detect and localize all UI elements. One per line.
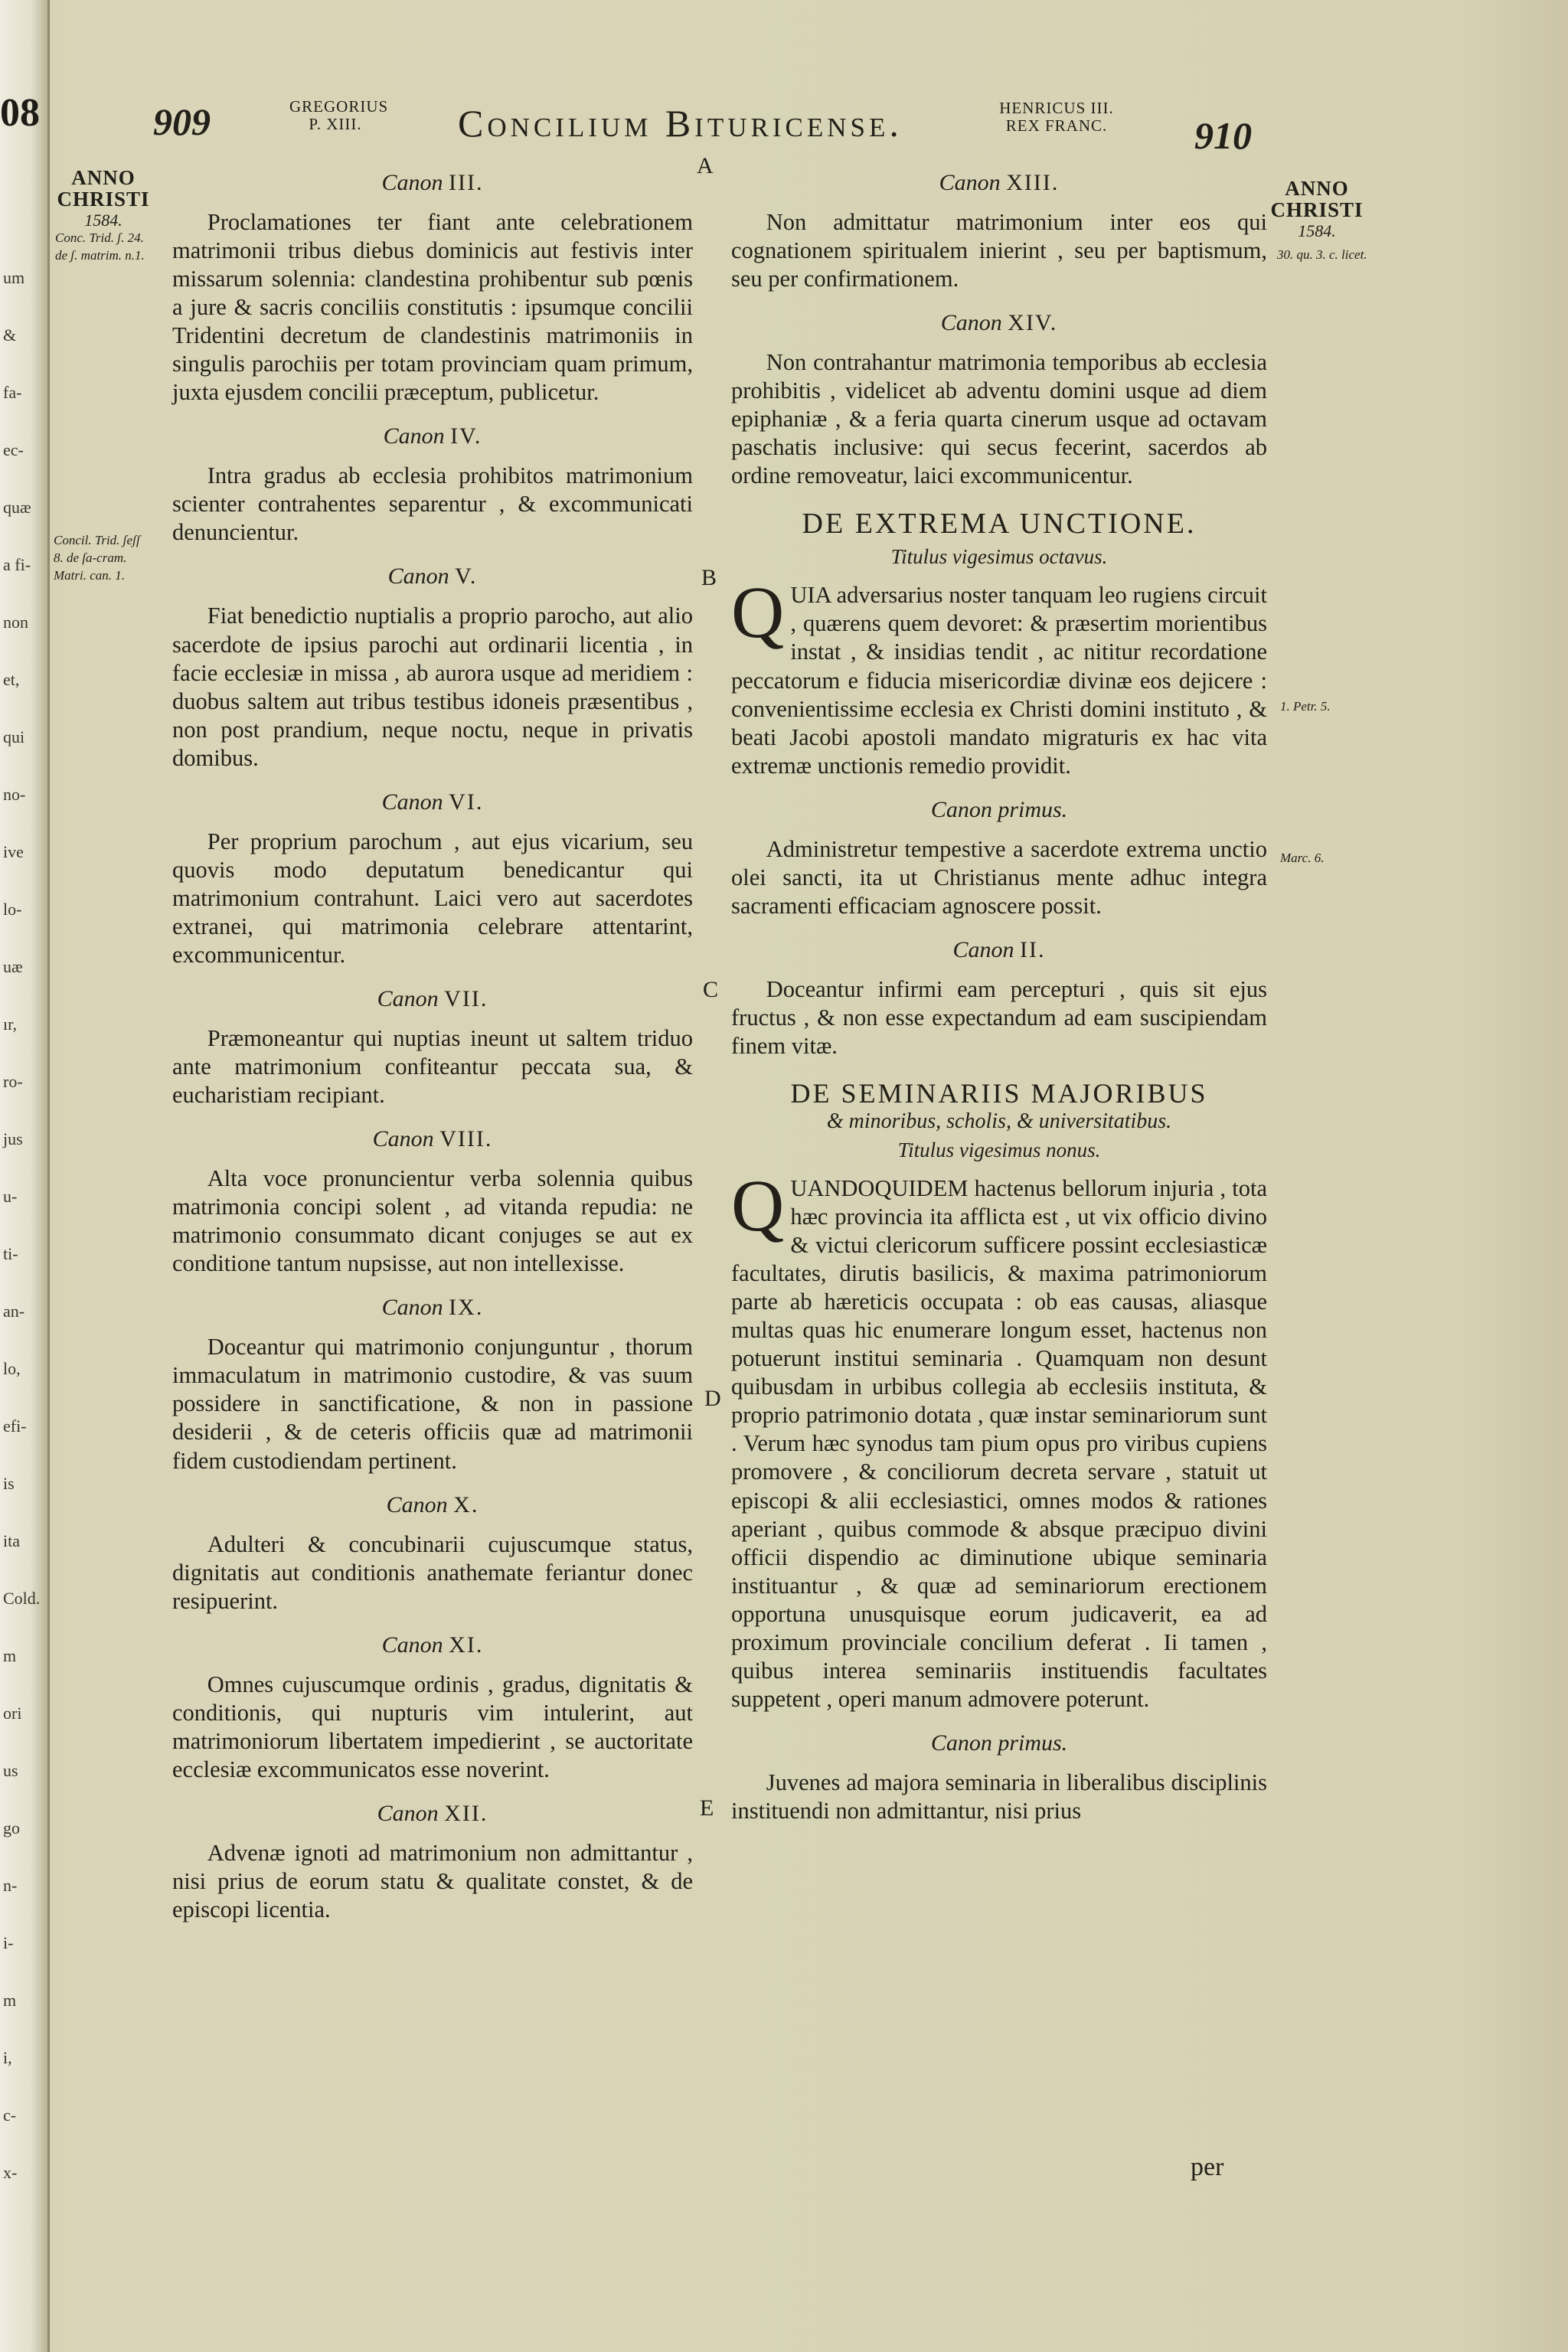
marginal-note-right-3: Marc. 6. [1280, 851, 1325, 865]
section-letter-b: B [701, 565, 717, 590]
spine-text-fragment: n- [3, 1876, 18, 1895]
spine-text-fragment: a fi- [3, 555, 31, 574]
section-title-seminaries: DE SEMINARIIS MAJORIBUS [790, 1077, 1208, 1109]
marginal-note-right-2: 1. Petr. 5. [1280, 699, 1331, 714]
canon-heading: Canon X. [386, 1491, 479, 1517]
spine-text-fragment: quæ [3, 498, 31, 517]
titulus: Titulus vigesimus octavus. [890, 545, 1108, 569]
spine-text-fragment: ti- [3, 1244, 18, 1263]
section-letter-a: A [697, 153, 714, 178]
canon-heading: Canon XIV. [940, 310, 1058, 336]
canon-heading: Canon XIII. [939, 170, 1060, 195]
spine-text-fragment: ori [3, 1704, 22, 1723]
canon-heading: Canon VII. [377, 985, 488, 1011]
canon-text: Advenæ ignoti ad matrimonium non admittantur , nisi prius de eorum statu & qualitate constet, & de episcopi licentia. [172, 1839, 693, 1922]
right-margin [1263, 178, 1370, 241]
canon-heading: Canon II. [952, 936, 1046, 962]
canon-text: Juvenes ad majora seminaria in liberalibus disciplinis instituendi non admittantur, nisi prius [731, 1769, 1267, 1824]
canon-heading: Canon VI. [381, 789, 484, 815]
page-number-left: 909 [153, 100, 211, 143]
header-pope: GREGORIUS P. XIII. [289, 97, 389, 134]
spine-text-fragment: is [3, 1474, 15, 1493]
canon-text: Non admittatur matrimonium inter eos qui cognationem spiritualem inierint , seu per baptismum, seu per confirmationem. [731, 209, 1267, 292]
anno-christi-left: ANNO CHRISTI [57, 166, 150, 211]
page-title: Concilium Bituricense. [458, 102, 903, 145]
spine-text-fragment: i- [3, 1933, 14, 1952]
previous-page-edge [0, 0, 50, 2352]
anno-year-right: 1584. [1298, 220, 1336, 240]
canon-heading: Canon IV. [383, 423, 482, 449]
canon-heading: Canon primus. [930, 796, 1068, 822]
canon-heading: Canon XI. [381, 1632, 484, 1658]
spine-text-fragment: lo- [3, 900, 22, 919]
canon-text: Doceantur qui matrimonio conjunguntur , thorum immaculatum in matrimonio custodire, & vas suum possidere in sanctificatione, & non in passione desiderii , & de ceteris officiis quæ ad matrimonii fidem custodiendam pertinent. [172, 1334, 693, 1474]
canon-text: Per proprium parochum , aut ejus vicarium, seu quovis modo deputatum benedicantur qui matrimonium contrahunt. Laici vero aut sacerdotes extranei, qui matrimonia celebrare attentarint, excommunicentur. [172, 828, 693, 968]
section-subtitle: & minoribus, scholis, & universitatibus. [826, 1109, 1172, 1133]
marginal-note-left-2: Concil. Trid. ʃeʃſ 8. de ſa-cram. Matri. can. 1. [54, 533, 140, 583]
anno-christi-right: ANNO CHRISTI [1270, 177, 1364, 222]
spine-text-fragment: Cold. [3, 1589, 41, 1608]
titulus: Titulus vigesimus nonus. [897, 1138, 1101, 1161]
spine-text-fragment: u- [3, 1187, 18, 1206]
right-column [731, 170, 1267, 1842]
spine-text-fragment: uæ [3, 957, 23, 976]
canon-text: Administretur tempestive a sacerdote extrema unctio olei sancti, ita ut Christianus mente adhuc integra sacramenti efficaciam agnoscere possit. [731, 835, 1267, 919]
marginal-note-left-1: Conc. Trid. ʃ. 24. de ʃ. matrim. n.1. [55, 230, 145, 263]
canon-text: Doceantur infirmi eam percepturi , quis sit ejus fructus , & non esse expectandum ad eam suscipiendam finem vitæ. [731, 975, 1267, 1059]
canon-heading: Canon III. [381, 170, 484, 195]
canon-text: Intra gradus ab ecclesia prohibitos matrimonium scienter contrahentes separentur , & excommunicati denuncientur. [172, 462, 693, 546]
spine-text-fragment: lo, [3, 1359, 21, 1378]
canon-text: Adulteri & concubinarii cujuscumque status, dignitatis aut conditionis anathemate feriantur donec resipuerint. [172, 1530, 693, 1614]
header-king: HENRICUS III. REX FRANC. [999, 99, 1114, 136]
running-header [0, 92, 1568, 157]
spine-text-fragment: efi- [3, 1416, 27, 1436]
spine-text-fragment: no- [3, 785, 26, 804]
section-letter-d: D [704, 1386, 721, 1411]
left-margin [54, 167, 153, 230]
drop-cap: Q [731, 1164, 785, 1246]
spine-text-fragment: us [3, 1761, 18, 1780]
section-title-extreme-unction: DE EXTREMA UNCTIONE. [802, 508, 1197, 541]
page-number-right: 910 [1194, 114, 1252, 157]
spine-text-fragment: go [3, 1818, 20, 1838]
spine-text-fragment: an- [3, 1302, 25, 1321]
spine-text-fragment: m [3, 1991, 17, 2010]
spine-text-fragment: ec- [3, 440, 24, 459]
spine-text-fragment: ır, [3, 1014, 18, 1034]
spine-text-fragment: m [3, 1646, 17, 1665]
canon-text: Omnes cujuscumque ordinis , gradus, dignitatis & conditionis, qui nupturis vim intulerint, aut matrimoniorum libertatem impedierint , se auctoritate ecclesiæ excommunicatos esse noverint. [172, 1671, 693, 1782]
canon-text: Proclamationes ter fiant ante celebrationem matrimonii tribus diebus dominicis aut festivis inter missarum solennia: clandestina prohibentur sub pœnis a jure & sacris conciliis constitutis : ipsumque concilii Tridentini decretum de clandestinis matrimoniis in singulis parochiis per totam provinciam quam primum, juxta ejusdem concilii præceptum, publicetur. [172, 209, 693, 406]
previous-page-number: 08 [0, 91, 40, 135]
canon-text: Fiat benedictio nuptialis a proprio parocho, aut alio sacerdote de ipsius parochi aut ordinarii licentia , in facie ecclesiæ in missa , ab aurora usque ad meridiem : duobus saltem aut tribus testibus idoneis præsentibus , non post prandium, neque noctu, neque in privatis domibus. [172, 603, 693, 771]
spine-text-fragment: i, [3, 2048, 12, 2067]
section-intro: QUANDOQUIDEM hactenus bellorum injuria , tota hæc provincia ita afflicta est , ut vix officio divino & victui clericorum sufficere possint ecclesiasticæ facultates, dirutis basilicis, & maxima patrimoniorum parte ab hæreticis occupata : ob eas causas, aliasque multas quas hic enumerare longum esset, hactenus non potuerunt institui seminaria . Quamquam non desunt quibusdam in urbibus collegia ab ecclesiis instituta, & proprio patrimonio dotata , quæ instar seminariorum sunt . Verum hæc synodus tam pium opus pro viribus cupiens promovere , & conciliorum decreta servare , statuit ut episcopi & alii ecclesiastici, omnes modos & rationes aperiant , quibus commode & absque præcipuo divini officii dispendio ac diminutione ubique seminaria instituantur , & quæ ad seminariorum erectionem opportuna unusquisque eorum judicaverit, ea ad proximum provinciale concilium deferat . Ii tamen , quibus interea seminariis instituendis facultates suppetent , operi manum admovere poterunt. [731, 1164, 1267, 1712]
spine-text-fragment: ive [3, 842, 24, 861]
spine-text-fragment: um [3, 268, 25, 287]
drop-cap: Q [731, 571, 785, 654]
canon-heading: Canon XII. [377, 1800, 488, 1826]
section-intro: QUIA adversarius noster tanquam leo rugiens circuit , quærens quem devoret: & præsertim morientibus instat , & insidias tendit , ac nititur recordatione peccatorum e fiducia misericordiæ divinæ eos dejicere : convenientissime ecclesia ex Christi domini instituto , & beati Jacobi apostoli mandato migraturis ex hac vita extremæ unctionis remedio providit. [731, 571, 1267, 779]
spine-text-fragment: jus [3, 1129, 23, 1148]
spine-text-fragment: qui [3, 727, 25, 746]
catchword: per [1191, 2153, 1224, 2181]
spine-text-fragment: ro- [3, 1072, 23, 1091]
canon-heading: Canon V. [387, 564, 478, 590]
canon-heading: Canon primus. [930, 1730, 1068, 1756]
canon-heading: Canon VIII. [372, 1126, 493, 1152]
section-letter-e: E [700, 1795, 714, 1821]
marginal-note-right-1: 30. qu. 3. c. licet. [1277, 247, 1367, 262]
canon-text: Præmoneantur qui nuptias ineunt ut saltem triduo ante matrimonium confiteantur peccata sua, & eucharistiam recipiant. [172, 1024, 693, 1109]
canon-heading: Canon IX. [381, 1295, 484, 1321]
spine-text-fragment: & [3, 325, 17, 345]
spine-text-fragment: non [3, 612, 28, 632]
left-column [172, 170, 693, 1941]
section-letter-c: C [703, 977, 719, 1002]
spine-text-fragment: fa- [3, 383, 22, 402]
spine-text-fragment: et, [3, 670, 20, 689]
canon-text: Alta voce pronuncientur verba solennia quibus matrimonia concipi solent , ad vitanda repudia: ne matrimonio consummato dicant conjuges se aut ex conditione tantum nupsisse, aut non intellexisse. [172, 1165, 693, 1277]
spine-text-fragment: x- [3, 2163, 18, 2182]
canon-text: Non contrahantur matrimonia temporibus ab ecclesia prohibitis , videlicet ab adventu domini usque ad diem epiphaniæ , & a feria quarta cinerum usque ad octavam paschatis inclusive: qui secus fecerint, sacerdos ab ordine removeatur, laici excommunicentur. [731, 349, 1267, 489]
spine-text-fragment: ita [3, 1531, 20, 1550]
spine-text-fragment: c- [3, 2105, 17, 2125]
anno-year-left: 1584. [84, 210, 122, 230]
